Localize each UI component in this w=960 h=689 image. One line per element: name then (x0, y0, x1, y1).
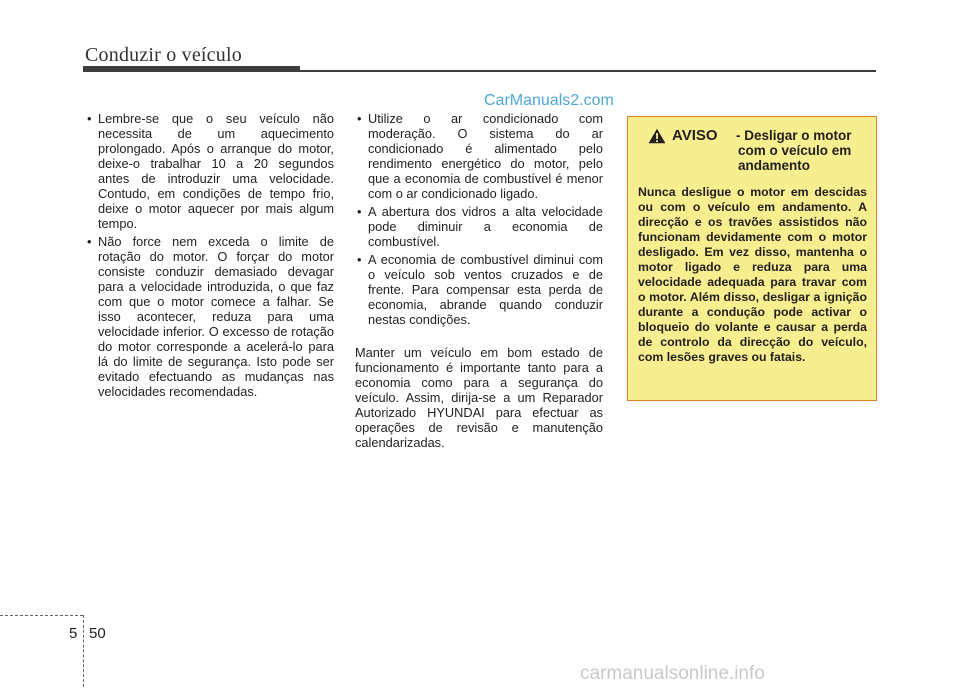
watermark-bottom-link[interactable]: carmanualsonline.info (580, 663, 765, 684)
page-number: 50 (89, 625, 106, 642)
warning-triangle-icon (648, 128, 666, 144)
warning-header (638, 127, 867, 185)
header-rule-thin (83, 70, 876, 72)
footer-rule-horizontal (0, 615, 83, 616)
left-bullet-list (85, 111, 334, 399)
left-column (85, 111, 334, 402)
warning-body: Nunca desligue o motor em descidas ou com o veículo em andamento. A direcção e os travões assistidos não funcionam devidamente com o motor desligado. Em vez disso, mantenha o motor ligado e reduza para uma velocidade adequada para travar com o motor. Além disso, desligar a ignição durante a condução pode activar o bloqueio do volante e causar a perda de controlo da direcção do veículo, com lesões graves ou fatais. (638, 185, 867, 364)
warning-box (627, 116, 877, 401)
page-header-title: Conduzir o veículo (85, 44, 242, 66)
list-item: • Lembre-se que o seu veículo não necessita de um aquecimento prolongado. Após o arranque do motor, deixe-o trabalhar 10 a 20 segundos antes de introduzir uma velocidade. Contudo, em condições de tempo frio, deixe o motor aquecer por mais algum tempo. (85, 111, 334, 231)
middle-column (355, 111, 603, 463)
maintenance-paragraph: Manter um veículo em bom estado de funcionamento é importante tanto para a economia como para a segurança do veículo. Assim, dirija-se a um Reparador Autorizado HYUNDAI para efectuar as operações de revisão e manutenção calendarizadas. (355, 345, 603, 450)
list-item: • Utilize o ar condicionado com moderação. O sistema do ar condicionado é alimentado pelo rendimento energético do motor, pelo que a economia de combustível é menor com o ar condicionado ligado. (355, 111, 603, 201)
middle-bullet-list (355, 111, 603, 327)
warning-title (736, 128, 876, 173)
list-item: • Não force nem exceda o limite de rotação do motor. O forçar do motor consiste conduzir demasiado devagar para a velocidade introduzida, o que faz com que o motor comece a falhar. Se isso acontecer, reduza para uma velocidade inferior. O excesso de rotação do motor corresponde a acelerá-lo para lá do limite de segurança. Isto pode ser evitado efectuando as mudanças nas velocidades recomendadas. (85, 234, 334, 399)
list-item: • A abertura dos vidros a alta velocidade pode diminuir a economia de combustível. (355, 204, 603, 249)
chapter-number: 5 (69, 625, 78, 642)
warning-label: AVISO (672, 127, 718, 144)
warning-title-line1: - Desligar o motor (736, 128, 852, 143)
warning-title-line2: com o veículo em andamento (738, 143, 852, 173)
footer-rule-vertical (83, 615, 84, 687)
list-item: • A economia de combustível diminui com o veículo sob ventos cruzados e de frente. Para compensar esta perda de economia, abrande quando conduzir nestas condições. (355, 252, 603, 327)
watermark-top-link[interactable]: CarManuals2.com (484, 92, 614, 109)
